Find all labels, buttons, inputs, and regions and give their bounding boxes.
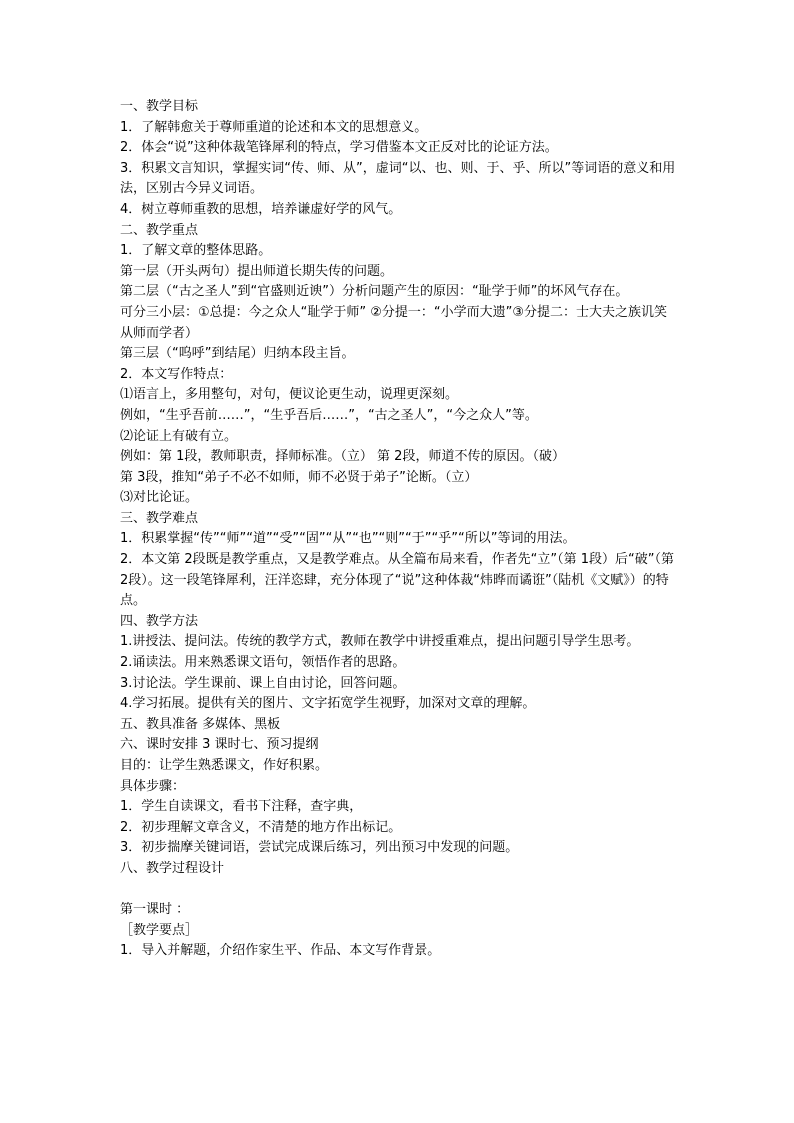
focus-item-2: 2．本文写作特点： [120, 366, 233, 382]
focus-item-1: 1．了解文章的整体思路。 [120, 243, 272, 259]
preview-steps-label: 具体步骤： [120, 778, 186, 794]
method-item-3: 3.讨论法。学生课前、课上自由讨论，回答问题。 [120, 675, 406, 691]
feature-3: ⑶对比论证。 [120, 490, 199, 506]
document-page [120, 97, 680, 962]
lesson-1-points-label: ［教学要点］ [120, 922, 199, 938]
layer-2: 第二层（“古之圣人”到“官盛则近谀”）分析问题产生的原因：“耻学于师”的坏风气存在。 [120, 284, 629, 300]
heading-schedule: 六、课时安排 3 课时七、预习提纲 [120, 737, 319, 753]
preview-purpose: 目的：让学生熟悉课文，作好积累。 [120, 758, 329, 773]
method-item-4: 4.学习拓展。提供有关的图片、文字拓宽学生视野，加深对文章的理解。 [120, 696, 536, 712]
goal-item-4: 4．树立尊师重教的思想，培养谦虚好学的风气。 [120, 201, 402, 217]
difficulty-item-2: 2．本文第 2段既是教学重点，又是教学难点。从全篇布局来看，作者先“立”（第 1段）后“破”（第 2段）。这一段笔锋犀利，汪洋恣肆，充分体现了“说”这种体裁“炜晔而谲诳”（陆机《文赋》）的特点。 [120, 552, 675, 609]
lesson-1-title: 第一课时 ： [120, 902, 190, 918]
feature-1: ⑴语言上，多用整句，对句，便议论更生动，说理更深刻。 [120, 387, 459, 403]
layer-3: 第三层（“呜呼”到结尾）归纳本段主旨。 [120, 346, 355, 362]
method-item-2: 2.诵读法。用来熟悉课文语句，领悟作者的思路。 [120, 655, 406, 671]
goal-item-1: 1．了解韩愈关于尊师重道的论述和本文的思想意义。 [120, 119, 428, 135]
layer-2-sublayers: 可分三小层：①总提：今之众人“耻学于师” ②分提一：“小学而大遗”③分提二：士大夫之族讥笑从师而学者） [120, 304, 668, 341]
feature-2: ⑵论证上有破有立。 [120, 428, 238, 444]
goal-item-2: 2．体会“说”这种体裁笔锋犀利的特点，学习借鉴本文正反对比的论证方法。 [120, 140, 558, 156]
feature-2-example-cont: 第 3段，推知“弟子不必不如师，师不必贤于弟子”论断。（立） [120, 469, 478, 485]
blank-line [120, 880, 680, 901]
heading-process-design: 八、教学过程设计 [120, 860, 225, 876]
feature-1-example: 例如，“生乎吾前……”，“生乎吾后……”，“古之圣人”，“今之众人”等。 [120, 407, 538, 423]
method-item-1: 1.讲授法、提问法。传统的教学方式，教师在教学中讲授重难点，提出问题引导学生思考。 [120, 634, 640, 650]
heading-teaching-difficulty: 三、教学难点 [120, 510, 199, 526]
layer-1: 第一层（开头两句）提出师道长期失传的问题。 [120, 263, 394, 279]
heading-teaching-tools: 五、教具准备 多媒体、黑板 [120, 716, 281, 732]
preview-step-2: 2．初步理解文章含义，不清楚的地方作出标记。 [120, 819, 402, 835]
heading-teaching-focus: 二、教学重点 [120, 222, 199, 238]
preview-step-1: 1．学生自读课文，看书下注释，查字典， [120, 799, 363, 815]
difficulty-item-1: 1．积累掌握“传”“师”“道”“受”“固”“从”“也”“则”“于”“乎”“所以”等词的用法。 [120, 531, 576, 547]
heading-teaching-goals: 一、教学目标 [120, 99, 199, 114]
preview-step-3: 3．初步揣摩关键词语，尝试完成课后练习，列出预习中发现的问题。 [120, 840, 519, 856]
lesson-1-point-1: 1．导入并解题，介绍作家生平、作品、本文写作背景。 [120, 943, 441, 959]
heading-teaching-methods: 四、教学方法 [120, 613, 199, 629]
feature-2-example: 例如：第 1段，教师职责，择师标准。（立） 第 2段，师道不传的原因。（破） [120, 449, 565, 465]
goal-item-3: 3．积累文言知识，掌握实词“传、师、从”，虚词“以、也、则、于、乎、所以”等词语的意义和用法，区别古今异义词语。 [120, 160, 676, 197]
